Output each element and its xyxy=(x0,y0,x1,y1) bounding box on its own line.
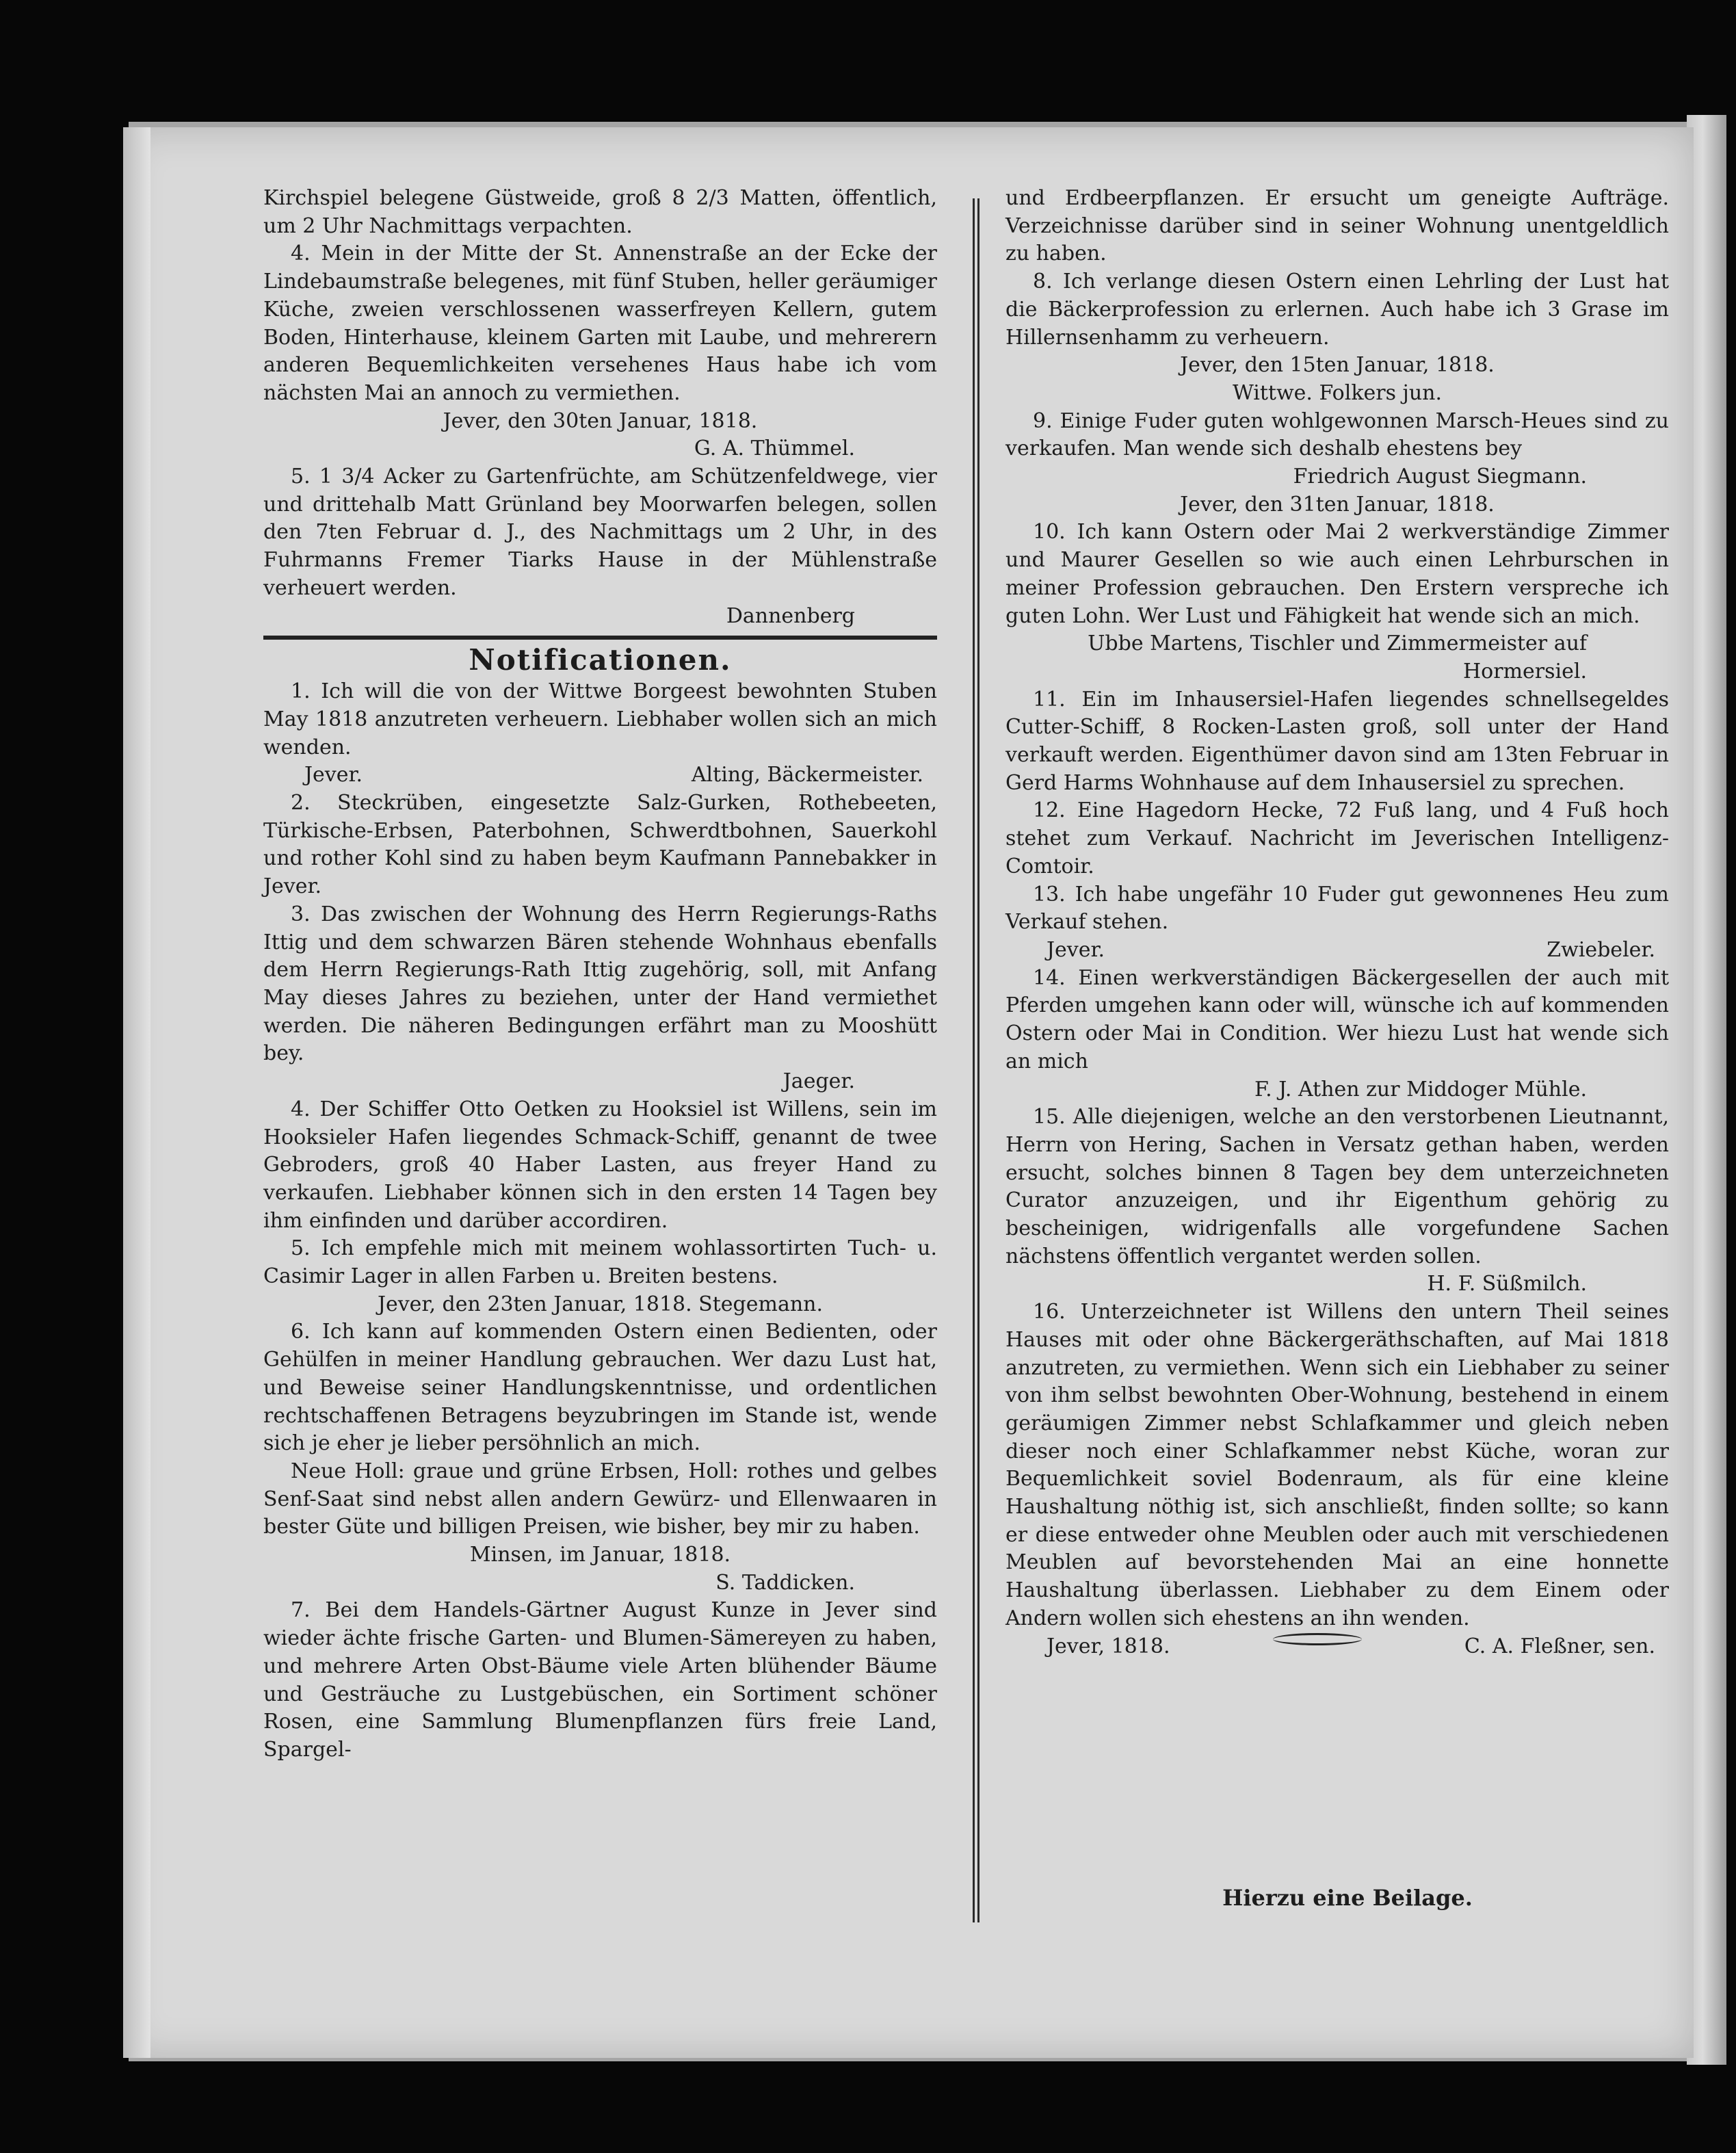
dateline: Jever, den 30ten Januar, 1818. xyxy=(443,408,758,433)
dateline: Jever, den 31ten Januar, 1818. xyxy=(1180,492,1495,517)
place-label: Jever. xyxy=(1047,937,1105,962)
supplement-note: Hierzu eine Beilage. xyxy=(1222,1885,1473,1911)
notice-paragraph: 6. Ich kann auf kommenden Ostern einen Bedienten, oder Gehülfen in meiner Handlung gebrauchen. Wer dazu Lust hat, und Beweise seiner Handlungskenntnisse, und ordentlichen rechtschaffenen Betragens beyzubringen im Stande ist, wende sich je eher je lieber persöhnlich an mich. xyxy=(263,1320,937,1456)
notice-paragraph: 4. Der Schiffer Otto Oetken zu Hooksiel ist Willens, sein im Hooksieler Hafen liegendes Schmack-Schiff, genannt de twee Gebroders, groß 40 Haber Lasten, aus freyer Hand zu verkaufen. Liebhaber können sich in den ersten 14 Tagen bey ihm einfinden und darüber accordiren. xyxy=(263,1097,937,1233)
signature: G. A. Thümmel. xyxy=(694,436,855,461)
section-rule xyxy=(263,636,937,640)
dateline: Jever, den 23ten Januar, 1818. Stegemann. xyxy=(377,1292,824,1316)
notice-paragraph: 15. Alle diejenigen, welche an den verstorbenen Lieutnannt, Herrn von Hering, Sachen in Versatz gethan haben, werden ersucht, solches binnen 8 Tagen bey dem unterzeichneten Curator anzuzeigen, und ihr Eigenthum gehörig zu bescheinigen, widrigenfalls alle vorgefundene Sachen nächstens öffentlich vergantet werden sollen. xyxy=(1005,1105,1669,1268)
notice-paragraph: 16. Unterzeichneter ist Willens den untern Theil seines Hauses mit oder ohne Bäckergeräthschaften, auf Mai 1818 anzutreten, zu vermiethen. Wenn sich ein Liebhaber zu seiner von ihm selbst bewohnten Ober-Wohnung, bestehend in einem geräumigen Zimmer nebst Schlafkammer und gleich neben dieser noch einer Schlafkammer nebst Küche, woran zur Bequemlichkeit soviel Bodenraum, als für eine kleine Haushaltung nöthig ist, sich anschließt, finden sollte; so kann er diese entweder ohne Meublen oder auch mit verschiedenen Meublen auf bevorstehenden Mai an eine honnette Haushaltung überlassen. Liebhaber zu dem Einem oder Andern wollen sich ehestens an ihn wenden. xyxy=(1005,1300,1669,1630)
notice-paragraph: 3. Das zwischen der Wohnung des Herrn Regierungs-Raths Ittig und dem schwarzen Bären stehende Wohnhaus ebenfalls dem Herrn Regierungs-Rath Ittig zugehörig, soll, mit Anfang May dieses Jahres zu beziehen, unter der Hand vermiethet werden. Die näheren Bedingungen erfährt man zu Mooshütt bey. xyxy=(263,902,937,1066)
notice-paragraph: Neue Holl: graue und grüne Erbsen, Holl: rothes und gelbes Senf-Saat sind nebst allen andern Gewürz- und Ellenwaaren in bester Güte und billigen Preisen, wie bisher, bey mir zu haben. xyxy=(263,1459,937,1539)
notice-paragraph: 2. Steckrüben, eingesetzte Salz-Gurken, Rothebeeten, Türkische-Erbsen, Paterbohnen, Schwerdtbohnen, Sauerkohl und rother Kohl sind zu haben beym Kaufmann Pannebakker in Jever. xyxy=(263,791,937,899)
signature-name: C. A. Fleßner, sen. xyxy=(1464,1634,1655,1658)
signature: H. F. Süßmilch. xyxy=(1427,1272,1587,1296)
notice-paragraph: und Erdbeerpflanzen. Er ersucht um geneigte Aufträge. Verzeichnisse darüber sind in seiner Wohnung unentgeldlich zu haben. xyxy=(1005,186,1669,266)
notice-paragraph: 10. Ich kann Ostern oder Mai 2 werkverständige Zimmer und Maurer Gesellen so wie auch einen Lehrburschen in meiner Profession gebrauchen. Den Erstern verspreche ich guten Lohn. Wer Lust und Fähigkeit hat wende sich an mich. xyxy=(1005,520,1669,628)
signature: Jaeger. xyxy=(782,1069,855,1094)
notice-paragraph: 7. Bei dem Handels-Gärtner August Kunze in Jever sind wieder ächte frische Garten- und Blumen-Sämereyen zu haben, und mehrere Arten Obst-Bäume viele Arten blühender Bäume und Gesträuche zu Lustgebüschen, ein Sortiment schöner Rosen, eine Sammlung Blumenpflanzen fürs freie Land, Spargel- xyxy=(263,1598,937,1762)
notice-paragraph: 4. Mein in der Mitte der St. Annenstraße an der Ecke der Lindebaumstraße belegenes, mit fünf Stuben, heller geräumiger Küche, zweien verschlossenen wasserfreyen Kellern, gutem Boden, Hinterhause, kleinem Garten mit Laube, und mehrerern anderen Bequemlichkeiten versehenes Haus habe ich vom nächsten Mai an annoch zu vermiethen. xyxy=(263,242,937,405)
signature: Friedrich August Siegmann. xyxy=(1293,465,1587,489)
place-label: Jever. xyxy=(304,763,363,787)
notice-paragraph: 5. 1 3/4 Acker zu Gartenfrüchte, am Schützenfeldwege, vier und drittehalb Matt Grünland bey Moorwarfen belegen, sollen den 7ten Februar d. J., des Nachmittags um 2 Uhr, in des Fuhrmanns Fremer Tiarks Hause in der Mühlenstraße verheuert werden. xyxy=(263,465,937,600)
signature: F. J. Athen zur Middoger Mühle. xyxy=(1254,1077,1587,1101)
signature-line xyxy=(263,761,937,790)
notice-paragraph: Kirchspiel belegene Güstweide, groß 8 2/3 Matten, öffentlich, um 2 Uhr Nachmittags verpachten. xyxy=(263,186,937,238)
column-divider xyxy=(973,198,979,1922)
notice-paragraph: 12. Eine Hagedorn Hecke, 72 Fuß lang, und 4 Fuß hoch stehet zum Verkauf. Nachricht im Jeverischen Intelligenz-Comtoir. xyxy=(1005,798,1669,878)
dateline: Wittwe. Folkers jun. xyxy=(1232,380,1443,405)
dateline: Minsen, im Januar, 1818. xyxy=(469,1543,731,1567)
notice-paragraph: 1. Ich will die von der Wittwe Borgeest bewohnten Stuben May 1818 anzutreten verheuern. Liebhaber wollen sich an mich wenden. xyxy=(263,679,937,759)
page-binding-edge xyxy=(123,127,150,2058)
signature-name: Alting, Bäckermeister. xyxy=(691,763,923,787)
notice-paragraph: 9. Einige Fuder guten wohlgewonnen Marsch-Heues sind zu verkaufen. Man wende sich deshalb ehestens bey xyxy=(1005,408,1669,461)
dateline: Jever, den 15ten Januar, 1818. xyxy=(1180,353,1495,378)
signature: Ubbe Martens, Tischler und Zimmermeister auf Hormersiel. xyxy=(1088,631,1587,683)
ornament-swash xyxy=(1273,1633,1362,1645)
notice-paragraph: 11. Ein im Inhausersiel-Hafen liegendes schnellsegeldes Cutter-Schiff, 8 Rocken-Lasten groß, soll unter der Hand verkauft werden. Eigenthümer davon sind am 13ten Februar in Gerd Harms Wohnhause auf dem Inhausersiel zu sprechen. xyxy=(1005,687,1669,795)
notice-paragraph: 14. Einen werkverständigen Bäckergesellen der auch mit Pferden umgehen kann oder will, wünsche ich auf kommenden Ostern oder Mai in Condition. Wer hiezu Lust hat wende sich an mich xyxy=(1005,965,1669,1073)
right-column xyxy=(1005,185,1669,1660)
notice-paragraph: 13. Ich habe ungefähr 10 Fuder gut gewonnenes Heu zum Verkauf stehen. xyxy=(1005,882,1669,935)
left-column xyxy=(263,185,937,1764)
place-label: Jever, 1818. xyxy=(1047,1634,1170,1658)
notice-paragraph: 5. Ich empfehle mich mit meinem wohlassortirten Tuch- u. Casimir Lager in allen Farben u. Breiten bestens. xyxy=(263,1236,937,1289)
notice-paragraph: 8. Ich verlange diesen Ostern einen Lehrling der Lust hat die Bäckerprofession zu erlernen. Auch habe ich 3 Grase im Hillernsenhamm zu verheuern. xyxy=(1005,270,1669,350)
section-heading: Notificationen. xyxy=(469,643,732,677)
signature: Dannenberg xyxy=(726,603,855,628)
signature: S. Taddicken. xyxy=(715,1570,855,1595)
signature-name: Zwiebeler. xyxy=(1547,937,1655,962)
signature-line xyxy=(1005,937,1669,965)
signature-line xyxy=(1005,1633,1669,1661)
